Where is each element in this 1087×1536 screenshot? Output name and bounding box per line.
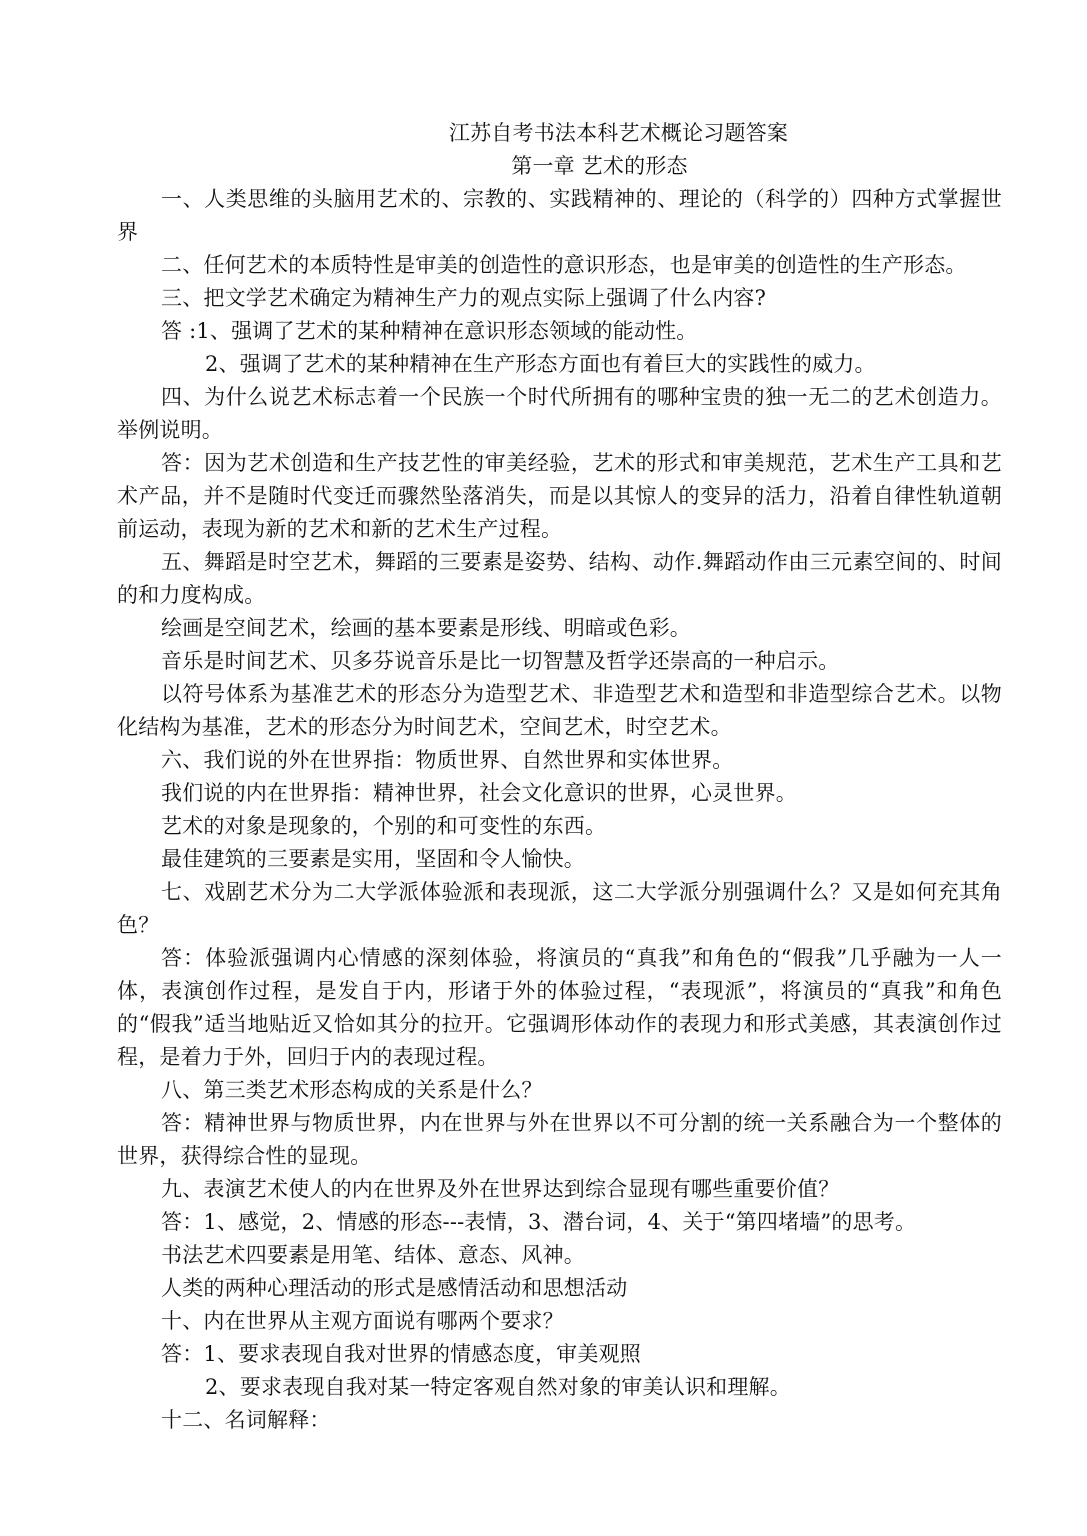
- paragraph: 绘画是空间艺术，绘画的基本要素是形线、明暗或色彩。: [161, 616, 691, 640]
- paragraph: 六、我们说的外在世界指：物质世界、自然世界和实体世界。: [161, 748, 734, 772]
- paragraph: 四、为什么说艺术标志着一个民族一个时代所拥有的哪种宝贵的独一无二的艺术创造力。举例说明。: [117, 385, 1002, 442]
- paragraph: 我们说的内在世界指：精神世界，社会文化意识的世界，心灵世界。: [161, 781, 797, 805]
- paragraph: 答：精神世界与物质世界，内在世界与外在世界以不可分割的统一关系融合为一个整体的世界，获得综合性的显现。: [117, 1111, 1002, 1168]
- paragraph: 答：1、感觉，2、情感的形态---表情，3、潜台词，4、关于“第四堵墙”的思考。: [161, 1210, 917, 1234]
- paragraph: 二、任何艺术的本质特性是审美的创造性的意识形态，也是审美的创造性的生产形态。: [161, 253, 967, 277]
- paragraph: 九、表演艺术使人的内在世界及外在世界达到综合显现有哪些重要价值？: [161, 1177, 840, 1201]
- document-title: 江苏自考书法本科艺术概论习题答案: [448, 121, 789, 145]
- document-body: [117, 117, 1002, 1437]
- paragraph: 十二、名词解释：: [161, 1408, 331, 1432]
- paragraph: 以符号体系为基准艺术的形态分为造型艺术、非造型艺术和造型和非造型综合艺术。以物化结构为基准，艺术的形态分为时间艺术，空间艺术，时空艺术。: [117, 682, 1002, 739]
- paragraph: 答：因为艺术创造和生产技艺性的审美经验，艺术的形式和审美规范，艺术生产工具和艺术产品，并不是随时代变迁而骤然坠落消失，而是以其惊人的变异的活力，沿着自律性轨道朝前运动，表现为新的艺术和新的艺术生产过程。: [117, 451, 1002, 541]
- chapter-heading: 第一章 艺术的形态: [511, 154, 688, 178]
- paragraph: 十、内在世界从主观方面说有哪两个要求？: [161, 1309, 564, 1333]
- paragraph: 人类的两种心理活动的形式是感情活动和思想活动: [161, 1276, 628, 1300]
- paragraph: 答：1、要求表现自我对世界的情感态度，审美观照: [161, 1342, 641, 1366]
- paragraph: 五、舞蹈是时空艺术，舞蹈的三要素是姿势、结构、动作.舞蹈动作由三元素空间的、时间的和力度构成。: [117, 550, 1002, 607]
- paragraph: 七、戏剧艺术分为二大学派体验派和表现派，这二大学派分别强调什么？又是如何充其角色？: [117, 880, 1002, 937]
- paragraph-list: [117, 183, 1002, 1437]
- paragraph: 八、第三类艺术形态构成的关系是什么？: [161, 1078, 543, 1102]
- paragraph: 答 :1、强调了艺术的某种精神在意识形态领域的能动性。: [161, 319, 698, 343]
- paragraph: 艺术的对象是现象的，个别的和可变性的东西。: [161, 814, 607, 838]
- paragraph: 最佳建筑的三要素是实用，坚固和令人愉快。: [161, 847, 585, 871]
- paragraph: 一、人类思维的头脑用艺术的、宗教的、实践精神的、理论的（科学的）四种方式掌握世界: [117, 187, 1002, 244]
- paragraph: 三、把文学艺术确定为精神生产力的观点实际上强调了什么内容?: [161, 286, 767, 310]
- paragraph: 书法艺术四要素是用笔、结体、意态、风神。: [161, 1243, 585, 1267]
- paragraph: 2、强调了艺术的某种精神在生产形态方面也有着巨大的实践性的威力。: [205, 352, 876, 376]
- paragraph: 答：体验派强调内心情感的深刻体验，将演员的“真我”和角色的“假我”几乎融为一人一体，表演创作过程，是发自于内，形诸于外的体验过程，“表现派”，将演员的“真我”和角色的“假我”适当地贴近又恰如其分的拉开。它强调形体动作的表现力和形式美感，其表演创作过程，是着力于外，回归于内的表现过程。: [117, 946, 1002, 1069]
- paragraph: 2、要求表现自我对某一特定客观自然对象的审美认识和理解。: [205, 1375, 791, 1399]
- paragraph: 音乐是时间艺术、贝多芬说音乐是比一切智慧及哲学还崇高的一种启示。: [161, 649, 840, 673]
